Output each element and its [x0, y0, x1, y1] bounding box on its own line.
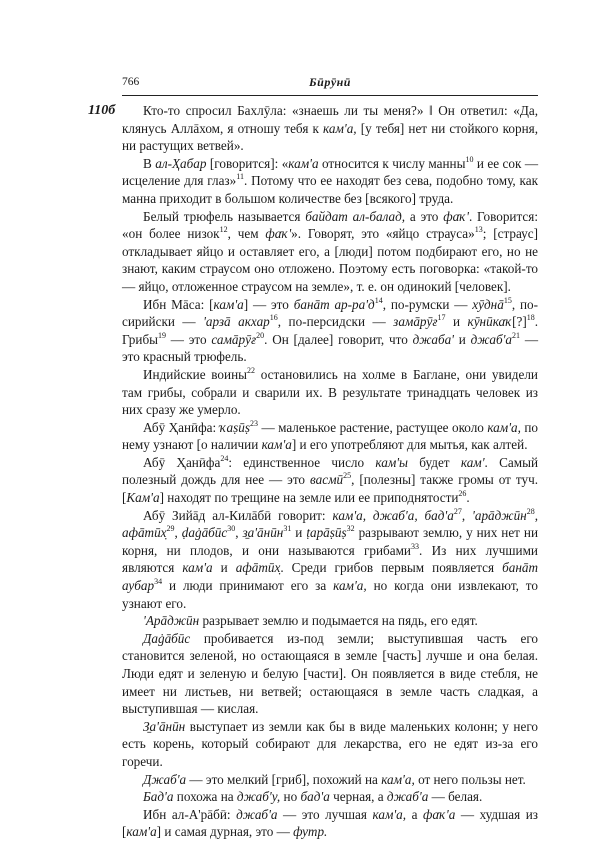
italic-term: кам'а: [261, 437, 292, 453]
text-run: разрывают землю, у них нет ни корня, ни плодов, и они называются грибами: [122, 525, 539, 558]
running-header: [122, 76, 538, 94]
paragraph: [122, 419, 538, 454]
footnote-ref: 27: [453, 506, 462, 516]
margin-folio-note: 110б: [88, 103, 116, 118]
text-run: ] — это: [243, 296, 294, 312]
italic-term: бад'а: [300, 789, 330, 805]
footnote-ref: 15: [503, 295, 512, 305]
italic-term: кам'ы: [375, 454, 408, 470]
italic-term: кам'а,: [381, 771, 415, 787]
text-run: Ибн ал-А'рāбӣ:: [143, 806, 237, 822]
header-rule: [122, 95, 538, 96]
text-run: — это красный трюфель.: [122, 331, 538, 365]
italic-term: джаба': [412, 331, 454, 347]
paragraph: [122, 155, 538, 208]
text-run: ,: [235, 525, 243, 541]
italic-term: кам'а,: [487, 419, 521, 435]
italic-term: байдат ал-балад,: [305, 208, 406, 224]
paragraph: [122, 788, 538, 806]
text-run: Ибн Мāса: [: [143, 296, 214, 312]
text-run: Абӯ Зийāд ал-Килāбӣ говорит:: [143, 507, 333, 523]
paragraph: [122, 612, 538, 630]
italic-term: банāт ар-ра'д: [293, 296, 375, 312]
paragraph: [122, 296, 538, 366]
paragraph: [122, 630, 538, 718]
italic-term: самāрӯғ: [211, 331, 257, 347]
italic-term: кам'а: [182, 560, 213, 576]
footnote-ref: 34: [154, 577, 163, 587]
italic-term: фаҡ'а: [423, 806, 456, 822]
text-run: будет: [408, 454, 461, 470]
italic-term: ҡаṣӣṣ: [219, 419, 250, 435]
paragraph: [122, 208, 538, 296]
italic-term: ṭарāṣӣṣ: [306, 525, 347, 541]
italic-term: Джаб'а: [143, 771, 187, 787]
text-run: а: [406, 806, 423, 822]
text-run: и: [454, 331, 471, 347]
text-run: [?]: [512, 314, 527, 330]
footnote-ref: 13: [474, 225, 483, 235]
text-run: , чем: [227, 226, 266, 242]
footnote-ref: 28: [526, 506, 535, 516]
text-run: — маленькое растение, растущее около: [258, 419, 488, 435]
italic-term: Даġāбӣс: [143, 630, 191, 646]
text-run: В: [143, 155, 156, 171]
text-run: по нему узнают [о наличии: [122, 419, 538, 453]
text-run: ,: [534, 507, 539, 523]
text-run: Кто-то спросил Бахлӯла: «знаешь ли ты меня?» ‖ Он ответил: «Да, клянусь Аллāхом, я отношу тебя к: [122, 103, 538, 136]
text-run: : единственное число: [228, 454, 376, 470]
italic-term: кам'а, джаб'а, бад'а: [332, 507, 454, 523]
footnote-ref: 18: [526, 313, 535, 323]
footnote-ref: 19: [158, 330, 167, 340]
italic-term: 'арāджӣн: [472, 507, 527, 523]
text-run: а это: [405, 208, 444, 224]
footnote-ref: 14: [374, 295, 383, 305]
text-run: .: [466, 490, 470, 506]
text-run: и ее сок — исцеление для глаз»: [122, 155, 539, 189]
paragraph: [122, 806, 538, 841]
footnote-ref: 10: [465, 154, 474, 164]
italic-term: джаб'а: [386, 789, 429, 805]
italic-term: афāтӣх̣: [122, 525, 167, 541]
text-run: ». Говорят, это «яйцо страуса»: [291, 226, 475, 242]
text-run: . Среди грибов первым появляется: [280, 560, 503, 576]
italic-term: 'арзā акхар: [203, 314, 270, 330]
italic-term: 'Арāджӣн: [143, 613, 200, 629]
footnote-ref: 21: [512, 330, 521, 340]
italic-term: кам': [460, 454, 485, 470]
text-run: [у тебя] нет ни стойкого корня, ни растущих ветвей».: [122, 120, 538, 154]
italic-term: джаб'у,: [236, 789, 281, 805]
footnote-ref: 12: [219, 225, 228, 235]
text-run: . Потому что ее находят без сева, подобно тому, как манна приходит в большом количестве без [всякого] труда.: [122, 173, 538, 206]
paragraph: [122, 454, 538, 507]
text-run: . Говорится: «он более низок: [122, 208, 538, 242]
italic-term: кам'а,: [372, 806, 407, 822]
italic-term: васмӣ: [310, 472, 344, 488]
text-run: ] и его употребляют для мытья, как алтей.: [291, 437, 528, 453]
footnote-ref: 23: [250, 418, 258, 428]
footnote-ref: 31: [283, 524, 292, 534]
paragraph: [122, 366, 538, 419]
italic-term: З̱а'āнӣн: [143, 718, 186, 734]
footnote-ref: 17: [437, 313, 446, 323]
italic-term: замāрӯғ: [393, 314, 438, 330]
main-text: [122, 102, 538, 841]
text-run: , по-сирийски —: [122, 296, 538, 330]
text-run: . Из них лучшими являются: [122, 542, 538, 576]
italic-term: джаб'а: [470, 331, 513, 347]
italic-term: афāтӣх̣: [235, 560, 281, 576]
text-run: — худшая из [: [122, 806, 539, 840]
italic-term: кам'а,: [333, 578, 367, 594]
text-run: Индийские воины: [143, 366, 247, 382]
text-run: Абӯ Ҳанӣфа: [143, 454, 221, 470]
footnote-ref: 33: [411, 541, 419, 551]
italic-term: ḍаġāбӣс: [181, 525, 228, 541]
text-run: ; [страус] откладывает яйцо и оставляет его, а [люди] потом подбирают его, но не знают, каким страусом оно отложено. Поэтому есть поговорка: «такой-то — яйцо, отложенное страусом на земле», т. е. он одинокий [человек].: [122, 226, 539, 294]
italic-term: кам'а: [126, 824, 157, 840]
italic-term: ал-Ҳабар: [155, 155, 207, 171]
footnote-ref: 32: [346, 524, 355, 534]
text-run: и люди принимают его за: [162, 578, 334, 594]
running-title: Бӣрӯнӣ: [309, 75, 351, 89]
footnote-ref: 16: [269, 313, 278, 323]
text-run: — белая.: [428, 789, 483, 805]
text-run: ,: [461, 507, 473, 523]
paragraph: [122, 102, 538, 155]
italic-term: кӯнӣкаҡ: [467, 314, 513, 330]
italic-term: з̱а'āнӣн: [242, 525, 284, 541]
text-run: , [полезны] также громы от туч. [: [122, 472, 539, 506]
text-run: ,: [174, 525, 182, 541]
italic-term: хӯднā: [472, 296, 504, 312]
text-run: Абӯ Ҳанӣфа:: [143, 419, 220, 435]
italic-term: джаб'а: [236, 806, 278, 822]
footnote-ref: 11: [236, 172, 244, 182]
italic-term: фаҡ': [265, 226, 292, 242]
text-run: и: [212, 560, 236, 576]
footnote-ref: 29: [166, 524, 175, 534]
text-run: и: [445, 314, 468, 330]
text-run: выступает из земли как бы в виде маленьких колонн; у него есть корень, который собирают для лекарства, его не едят из-за его горечи.: [122, 718, 538, 769]
text-run: . Он [далее] говорит, что: [264, 331, 413, 347]
text-run: Белый трюфель называется: [143, 208, 306, 224]
italic-term: банāт аубар: [122, 560, 538, 594]
footnote-ref: 24: [220, 453, 229, 463]
paragraph: [122, 771, 538, 789]
text-run: но: [280, 789, 301, 805]
text-run: , по-персидски —: [277, 314, 394, 330]
text-run: относится к числу манны: [318, 155, 466, 171]
text-run: от него пользы нет.: [414, 771, 526, 787]
paragraph: [122, 507, 538, 613]
text-run: — это лучшая: [277, 806, 373, 822]
text-run: остановились на холме в Баглане, они увидели там грибы, собрали и сварили их. В результате тринадцать человек из них сразу же умерло.: [122, 366, 538, 418]
text-run: . Самый полезный дождь для нее — это: [122, 454, 539, 488]
footnote-ref: 22: [247, 365, 255, 375]
text-run: ] находят по трещине на земле или ее приподнятости: [159, 490, 459, 506]
italic-term: кам'а: [288, 155, 319, 171]
text-run: пробивается из-под земли; выступившая часть его становится зеленой, но остающаяся в земле [часть] лучше и она белая. Люди едят и зеленую и белую [части]. Он появляется в виде стебля, не имеет ни листьев, ни ветвей; остающаяся в земле часть сладкая, а выступившая — кислая.: [122, 630, 538, 717]
text-run: [говорится]: «: [206, 155, 289, 171]
italic-term: Кам'а: [126, 490, 160, 506]
italic-term: фаҡ': [443, 208, 469, 224]
italic-term: кам'а,: [323, 120, 357, 136]
italic-term: кам'а: [213, 296, 244, 312]
text-run: разрывает землю и подымается на пядь, его едят.: [199, 613, 478, 629]
text-run: , по-румски —: [382, 296, 473, 312]
text-run: . Грибы: [122, 314, 539, 347]
text-run: черная, а: [329, 789, 387, 805]
text-run: и: [291, 525, 307, 541]
footnote-ref: 30: [227, 524, 236, 534]
page-number: 766: [122, 76, 140, 88]
text-run: — это: [166, 331, 212, 347]
italic-term: Бад'а: [143, 789, 174, 805]
italic-term: футр.: [293, 824, 328, 840]
text-run: похожа на: [173, 789, 237, 805]
paragraph: [122, 718, 538, 771]
footnote-ref: 26: [458, 489, 467, 499]
footnote-ref: 20: [256, 330, 265, 340]
footnote-ref: 25: [343, 471, 352, 481]
text-run: ] и самая дурная, это —: [156, 824, 294, 840]
text-run: но когда они извлекают, то узнают его.: [122, 578, 538, 611]
text-run: — это мелкий [гриб], похожий на: [186, 771, 382, 787]
